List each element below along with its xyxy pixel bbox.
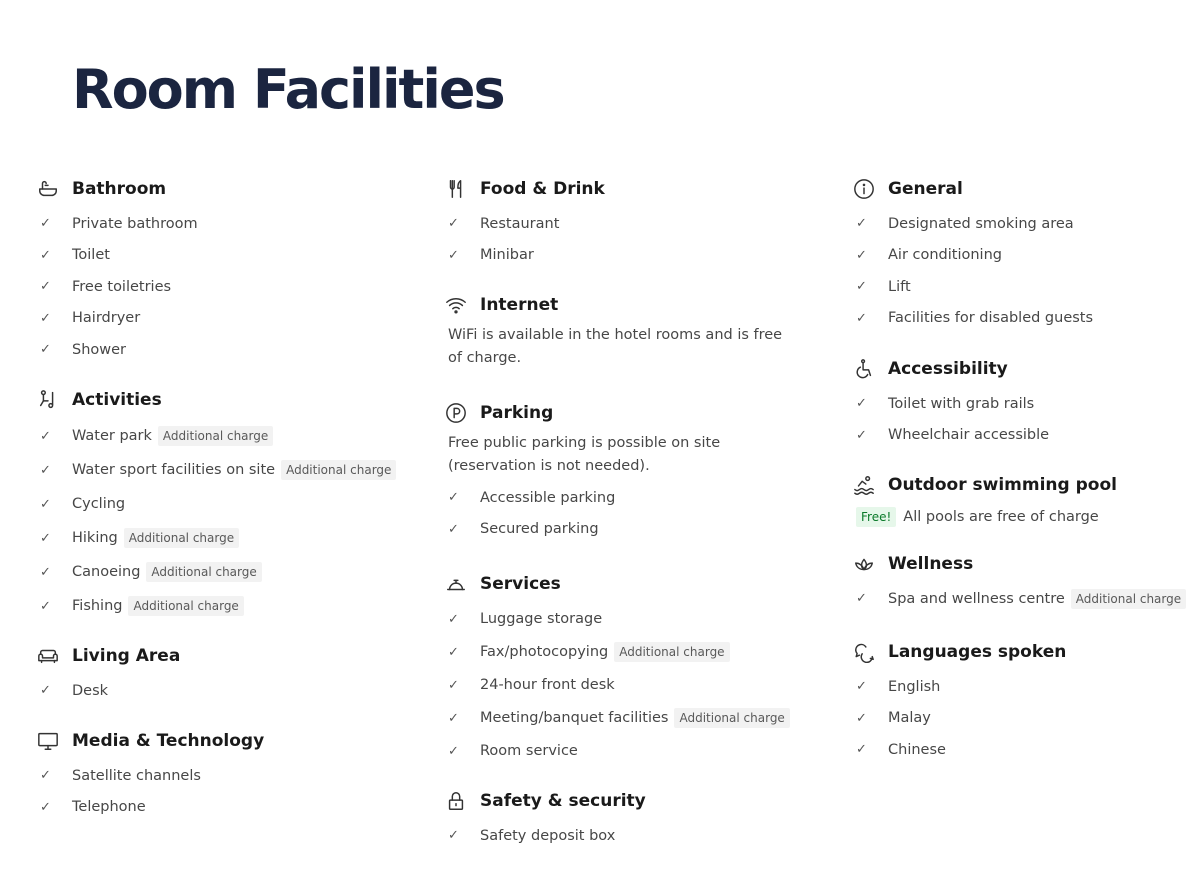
list-item: ✓ Lift [856,278,911,295]
list-item: ✓ Luggage storage [448,611,603,627]
list-item: ✓ Water sport facilities on site Additional charge [40,453,400,487]
list-item: ✓ Fax/photocopying Additional charge [448,635,808,669]
check-icon: ✓ [40,462,51,478]
section-title: Outdoor swimming pool [888,475,1117,495]
section-title: Safety & security [480,791,646,811]
check-icon: ✓ [40,799,51,815]
section-title: Accessibility [888,359,1008,379]
additional-charge-badge: Additional charge [281,460,396,480]
check-icon: ✓ [448,828,459,844]
section-outdoor-pool [856,472,1200,530]
additional-charge-badge: Additional charge [128,596,243,616]
section-parking [448,400,808,545]
check-icon: ✓ [40,247,51,263]
section-services [448,571,808,767]
list-item: ✓ Restaurant [448,215,560,232]
list-item: ✓ Fishing Additional charge [40,589,400,623]
pool-free-row [856,504,1200,530]
list-item: ✓ Canoeing Additional charge [40,555,400,589]
wheelchair-icon [852,357,876,381]
check-icon: ✓ [448,743,459,759]
list-item: ✓ Safety deposit box [448,827,616,844]
list-item: ✓ Spa and wellness centre Additional charge [856,583,1200,615]
list-item: ✓ Air conditioning [856,247,1002,264]
list-item: ✓ Facilities for disabled guests [856,310,1094,327]
swimming-icon [852,473,876,497]
fork-knife-icon [444,177,468,201]
wifi-icon [444,293,468,317]
list-item: ✓ English [856,678,941,695]
section-title: Services [480,574,561,594]
section-title: Media & Technology [72,731,265,751]
lock-icon [444,789,468,813]
section-living-area [40,643,400,707]
section-safety-security [448,788,808,852]
section-activities [40,387,400,623]
list-item: ✓ Minibar [448,247,534,264]
chat-bubbles-icon [852,640,876,664]
check-icon: ✓ [856,742,867,758]
list-item: ✓ Wheelchair accessible [856,427,1050,444]
check-icon: ✓ [40,683,51,699]
list-item: ✓ Toilet [40,247,110,264]
additional-charge-badge: Additional charge [124,528,239,548]
check-icon: ✓ [40,768,51,784]
list-item: ✓ Cycling [40,496,126,512]
monitor-icon [36,729,60,753]
check-icon: ✓ [40,342,51,358]
check-icon: ✓ [856,247,867,263]
bell-icon [444,572,468,596]
check-icon: ✓ [856,279,867,295]
list-item: ✓ Secured parking [448,521,599,538]
section-title: Living Area [72,646,181,666]
check-icon: ✓ [40,530,51,546]
list-item: ✓ Desk [40,682,109,699]
list-item: ✓ Hiking Additional charge [40,521,400,555]
check-icon: ✓ [448,247,459,263]
additional-charge-badge: Additional charge [158,426,273,446]
list-item: ✓ Hairdryer [40,310,141,327]
check-icon: ✓ [448,490,459,506]
check-icon: ✓ [40,216,51,232]
check-icon: ✓ [40,598,51,614]
list-item: ✓ Designated smoking area [856,215,1074,232]
section-accessibility [856,356,1200,451]
list-item: ✓ Malay [856,710,931,727]
check-icon: ✓ [448,216,459,232]
internet-description: WiFi is available in the hotel rooms and is free of charge. [448,327,783,366]
check-icon: ✓ [856,396,867,412]
list-item: ✓ Chinese [856,741,946,758]
check-icon: ✓ [856,216,867,232]
check-icon: ✓ [40,428,51,444]
check-icon: ✓ [40,564,51,580]
list-item: ✓ Private bathroom [40,215,198,232]
additional-charge-badge: Additional charge [1071,589,1186,609]
check-icon: ✓ [856,679,867,695]
parking-description: Free public parking is possible on site (reservation is not needed). [448,435,721,474]
pool-description: All pools are free of charge [903,509,1099,525]
list-item: ✓ Free toiletries [40,278,172,295]
section-title: Internet [480,295,559,315]
sofa-icon [36,644,60,668]
check-icon: ✓ [448,611,459,627]
section-title: Wellness [888,554,974,574]
section-bathroom [40,176,400,366]
section-languages [856,639,1200,766]
list-item: ✓ Water park Additional charge [40,419,400,453]
check-icon: ✓ [856,310,867,326]
free-badge: Free! [856,507,896,527]
list-item: ✓ Accessible parking [448,489,616,506]
check-icon: ✓ [856,710,867,726]
info-icon [852,177,876,201]
activities-icon [36,388,60,412]
section-title: Parking [480,403,554,423]
check-icon: ✓ [40,496,51,512]
section-title: General [888,179,963,199]
list-item: ✓ Toilet with grab rails [856,395,1035,412]
list-item: ✓ Telephone [40,799,146,816]
list-item: ✓ Satellite channels [40,767,201,784]
section-title: Languages spoken [888,642,1067,662]
parking-icon [444,401,468,425]
additional-charge-badge: Additional charge [614,642,729,662]
check-icon: ✓ [40,310,51,326]
section-food-drink [448,176,808,271]
section-media-technology [40,728,400,823]
list-item: ✓ Room service [448,743,578,759]
check-icon: ✓ [448,521,459,537]
page-title: Room Facilities [72,58,504,121]
bath-icon [36,177,60,201]
check-icon: ✓ [448,710,459,726]
check-icon: ✓ [856,427,867,443]
section-title: Bathroom [72,179,167,199]
check-icon: ✓ [40,279,51,295]
check-icon: ✓ [448,644,459,660]
section-general [856,176,1200,334]
section-internet [448,292,808,370]
list-item: ✓ 24-hour front desk [448,677,615,693]
additional-charge-badge: Additional charge [674,708,789,728]
section-title: Food & Drink [480,179,605,199]
section-title: Activities [72,390,162,410]
check-icon: ✓ [856,591,867,607]
list-item: ✓ Meeting/banquet facilities Additional charge [448,701,808,735]
check-icon: ✓ [448,677,459,693]
additional-charge-badge: Additional charge [146,562,261,582]
lotus-icon [852,552,876,576]
section-wellness [856,551,1200,615]
list-item: ✓ Shower [40,341,127,358]
